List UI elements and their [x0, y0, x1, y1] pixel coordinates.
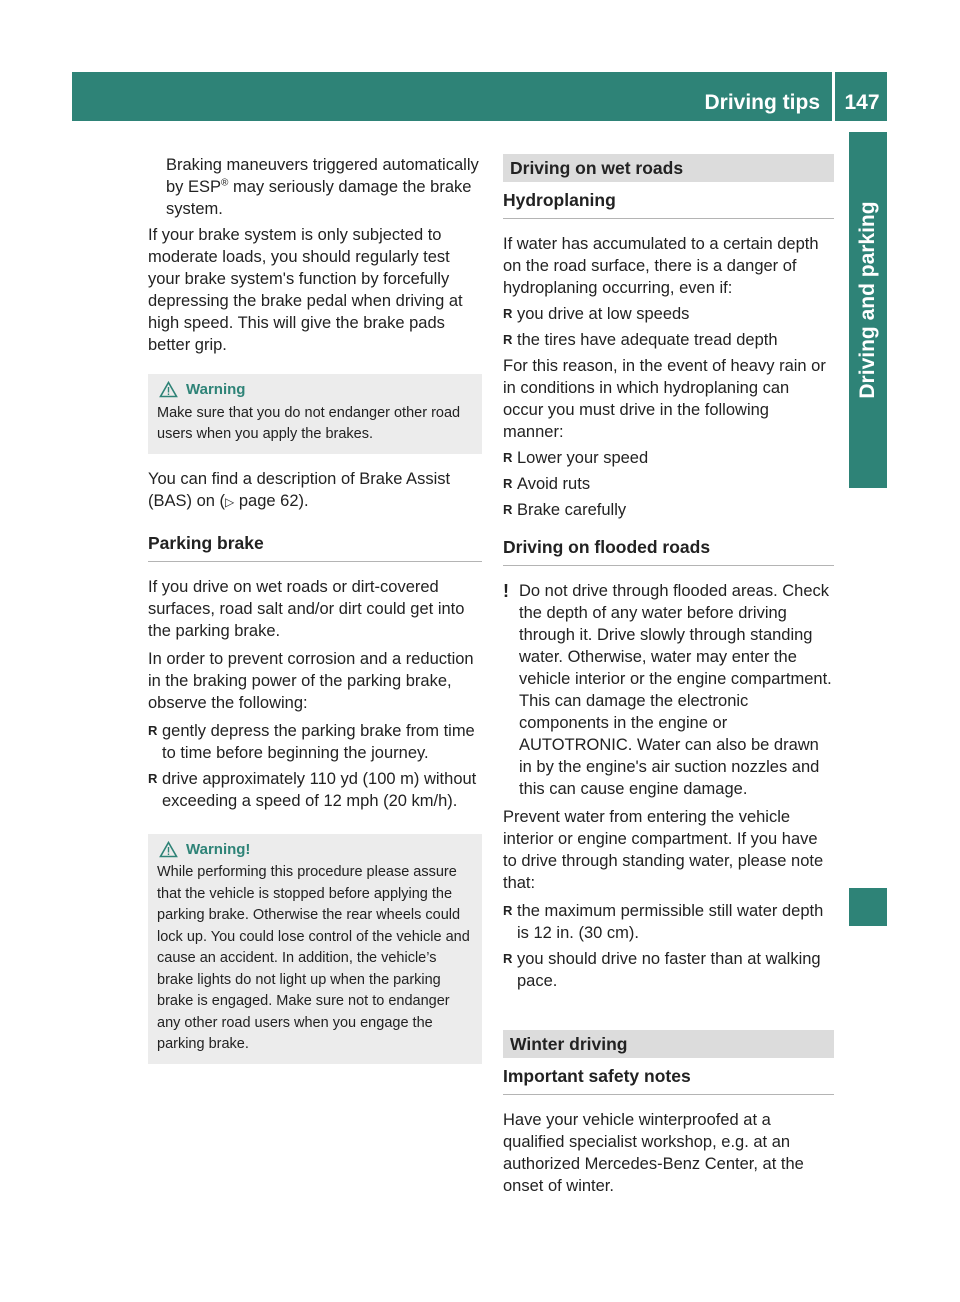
hydroplaning-paragraph-2: For this reason, in the event of heavy rain or in conditions in which hydroplaning can occur you must drive in the following manner: — [503, 357, 826, 441]
warning-triangle-icon — [159, 841, 178, 858]
notice-exclamation-icon: ! — [503, 581, 509, 601]
bullet-mark: R — [148, 770, 158, 786]
bullet-mark: R — [503, 502, 513, 517]
warning-triangle-icon — [159, 381, 178, 398]
prevent-water-paragraph: Prevent water from entering the vehicle interior or engine compartment. If you have to drive through standing water, please note that: — [503, 808, 824, 892]
flooded-roads-heading: Driving on flooded roads — [503, 535, 834, 566]
intro-line-2: by ESP® may seriously damage the brake system. — [166, 177, 472, 218]
chapter-tab-label: Driving and parking — [856, 201, 879, 399]
warning-title: Warning — [186, 381, 246, 398]
bullet-mark: R — [503, 450, 513, 465]
left-column — [148, 154, 482, 1064]
chapter-marker — [849, 888, 887, 926]
list-item: R you should drive no faster than at walking pace. — [503, 950, 821, 990]
bullet-mark: R — [503, 332, 513, 347]
section-title-wet-roads: Driving on wet roads — [503, 154, 834, 182]
parking-paragraph-1: If you drive on wet roads or dirt-covered surfaces, road salt and/or dirt could get into the parking brake. — [148, 577, 465, 640]
notice-text: Do not drive through flooded areas. Check the depth of any water before driving through it. Drive slowly through standing water. Otherwise, water may enter the vehicle interior or the engine compartment. This can damage the electronic components in the engine or AUTOTRONIC. Water can also be drawn in by the engine's air suction nozzles and this can cause engine damage. — [519, 582, 832, 798]
warning-title: Warning! — [186, 840, 251, 858]
list-item: R Brake carefully — [503, 501, 627, 519]
list-item: R drive approximately 110 yd (100 m) without exceeding a speed of 12 mph (20 km/h). — [148, 769, 477, 810]
intro-text — [148, 154, 482, 220]
bullet-mark: R — [503, 903, 513, 918]
warning-box-parking — [148, 834, 482, 1064]
list-item: R the maximum permissible still water depth is 12 in. (30 cm). — [503, 902, 824, 942]
warning-text: Make sure that you do not endanger other road users when you apply the brakes. — [157, 404, 461, 442]
list-item: R the tires have adequate tread depth — [503, 331, 778, 349]
list-item: R gently depress the parking brake from time to time before beginning the journey. — [148, 721, 475, 762]
page-reference-arrow-icon[interactable]: ▷ — [225, 494, 235, 509]
header-divider — [832, 72, 835, 121]
right-column — [503, 154, 834, 1197]
warning-box-brakes — [148, 374, 482, 454]
bullet-mark: R — [503, 476, 513, 491]
bullet-mark: R — [503, 951, 513, 966]
hydroplaning-heading: Hydroplaning — [503, 188, 834, 219]
bullet-mark: R — [503, 306, 513, 321]
list-item: R Lower your speed — [503, 449, 649, 467]
page-title: Driving tips — [704, 91, 820, 114]
list-item: R you drive at low speeds — [503, 305, 690, 323]
parking-paragraph-2: In order to prevent corrosion and a reduction in the braking power of the parking brake, observe the following: — [148, 649, 474, 712]
warning-text: While performing this procedure please assure that the vehicle is stopped before applying the parking brake. Otherwise the rear wheels could lock up. You could lose control of the vehicle and cause an accident. In addition, the vehicle’s brake lights do not light up when the parking brake is engaged. Make sure not to endanger any other road users when you engage the parking brake. — [157, 864, 470, 1052]
bas-reference: You can find a description of Brake Assist (BAS) on (▷ page 62). — [148, 468, 482, 513]
registered-mark: ® — [221, 177, 229, 189]
list-item: R Avoid ruts — [503, 475, 591, 493]
intro-line-1: Braking maneuvers triggered automatically — [166, 156, 479, 174]
section-title-winter: Winter driving — [503, 1030, 834, 1058]
safety-notes-heading: Important safety notes — [503, 1064, 834, 1095]
bullet-mark: R — [148, 722, 158, 738]
brake-loads-paragraph: If your brake system is only subjected to moderate loads, you should regularly test your brake system's function by forcefully depressing the brake pedal when driving at high speed. This will give the brake pads better grip. — [148, 226, 463, 354]
hydroplaning-paragraph: If water has accumulated to a certain depth on the road surface, there is a danger of hydroplaning occurring, even if: — [503, 235, 819, 297]
parking-brake-heading: Parking brake — [148, 531, 482, 562]
page-number: 147 — [844, 91, 880, 114]
winter-paragraph: Have your vehicle winterproofed at a qualified specialist workshop, e.g. at an authorized Mercedes-Benz Center, at the onset of winter. — [503, 1111, 804, 1195]
notice-block — [503, 580, 834, 800]
